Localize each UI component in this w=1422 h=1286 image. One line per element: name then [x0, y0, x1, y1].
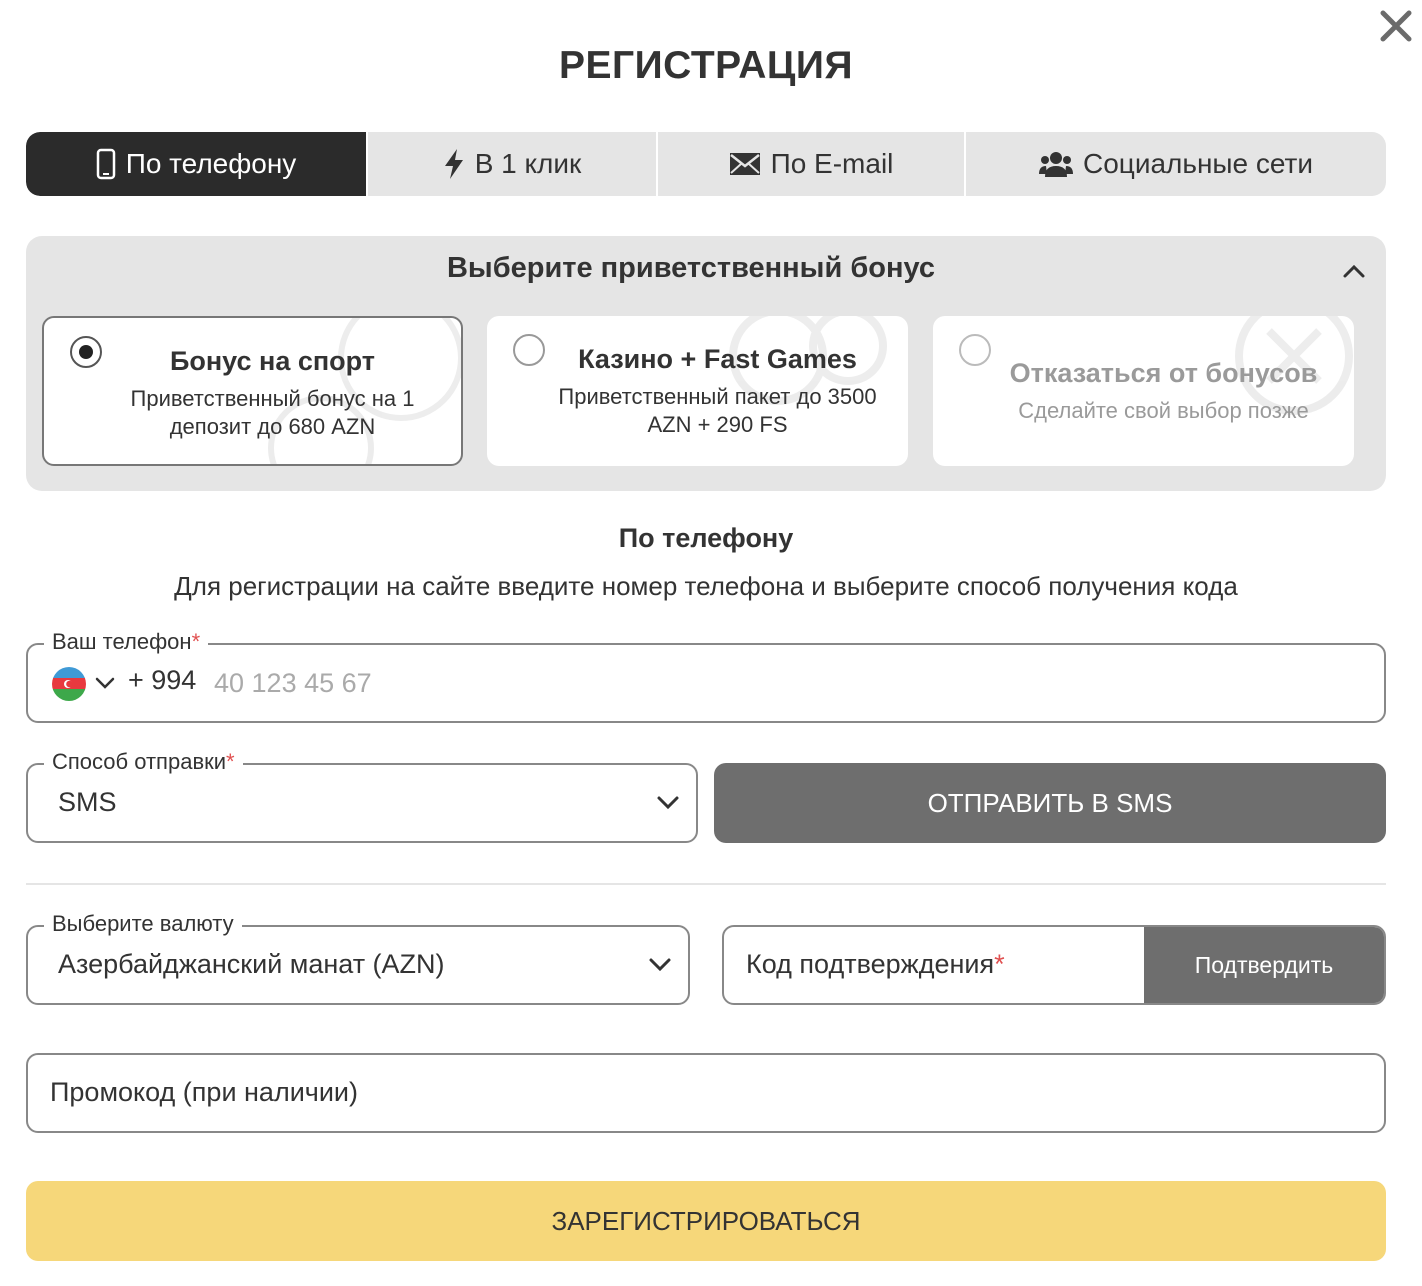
promo-code-input[interactable]: Промокод (при наличии): [50, 1077, 359, 1107]
close-button[interactable]: [1378, 8, 1414, 44]
bonus-option-desc: Сделайте свой выбор позже: [1018, 398, 1309, 423]
bonus-panel: [26, 236, 1386, 491]
promo-code-field[interactable]: [26, 1053, 1386, 1133]
bonus-option-sport[interactable]: [42, 316, 463, 466]
phone-input[interactable]: [214, 659, 1314, 707]
phone-label: Ваш телефон*: [44, 629, 208, 655]
bonus-option-decline[interactable]: [933, 316, 1354, 466]
envelope-icon: [729, 152, 761, 176]
currency-value: Азербайджанский манат (AZN): [58, 949, 445, 979]
bonus-option-title: Казино + Fast Games: [578, 344, 857, 374]
close-icon: [1378, 8, 1414, 44]
confirmation-code-field[interactable]: [722, 925, 1386, 1005]
chevron-down-icon[interactable]: [94, 675, 116, 691]
bonus-option-title: Бонус на спорт: [169, 346, 376, 376]
tab-label: По телефону: [125, 148, 297, 179]
phone-icon: [96, 148, 116, 180]
confirmation-code-input[interactable]: Код подтверждения*: [746, 949, 1005, 979]
divider: [26, 883, 1386, 885]
phone-field: [26, 629, 1386, 723]
tab-label: По E-mail: [770, 148, 894, 179]
tab-one-click[interactable]: [368, 132, 658, 196]
send-method-value: SMS: [58, 787, 117, 817]
tab-phone[interactable]: [26, 132, 368, 196]
bonus-option-desc: Приветственный бонус на 1 депозит до 680 AZN: [130, 386, 415, 439]
country-code: + 994: [128, 665, 197, 695]
chevron-up-icon[interactable]: [1340, 258, 1368, 286]
tab-label: В 1 клик: [474, 148, 582, 179]
lightning-icon: [443, 148, 465, 180]
send-method-select[interactable]: [26, 749, 698, 843]
bonus-option-desc: Приветственный пакет до 3500 AZN + 290 FS: [558, 384, 877, 437]
chevron-down-icon: [654, 791, 682, 815]
bonus-option-casino[interactable]: [487, 316, 908, 466]
currency-select[interactable]: [26, 911, 690, 1005]
azerbaijan-flag-icon[interactable]: [52, 667, 86, 701]
bonus-option-title: Отказаться от бонусов: [1009, 358, 1318, 388]
confirm-button[interactable]: Подтвердить: [1144, 927, 1384, 1003]
register-button[interactable]: ЗАРЕГИСТРИРОВАТЬСЯ: [26, 1181, 1386, 1261]
bonus-panel-title: Выберите приветственный бонус: [446, 252, 935, 284]
tab-email[interactable]: [658, 132, 966, 196]
section-title: По телефону: [618, 523, 794, 553]
registration-tabs: [26, 132, 1386, 196]
tab-social[interactable]: [966, 132, 1386, 196]
currency-label: Выберите валюту: [44, 911, 242, 937]
send-method-label: Способ отправки*: [44, 749, 243, 775]
tab-label: Социальные сети: [1082, 148, 1313, 179]
page-title: РЕГИСТРАЦИЯ: [559, 44, 853, 87]
send-sms-button[interactable]: ОТПРАВИТЬ В SMS: [714, 763, 1386, 843]
section-description: Для регистрации на сайте введите номер телефона и выберите способ получения кода: [174, 571, 1238, 601]
chevron-down-icon: [646, 953, 674, 977]
users-icon: [1039, 150, 1073, 178]
